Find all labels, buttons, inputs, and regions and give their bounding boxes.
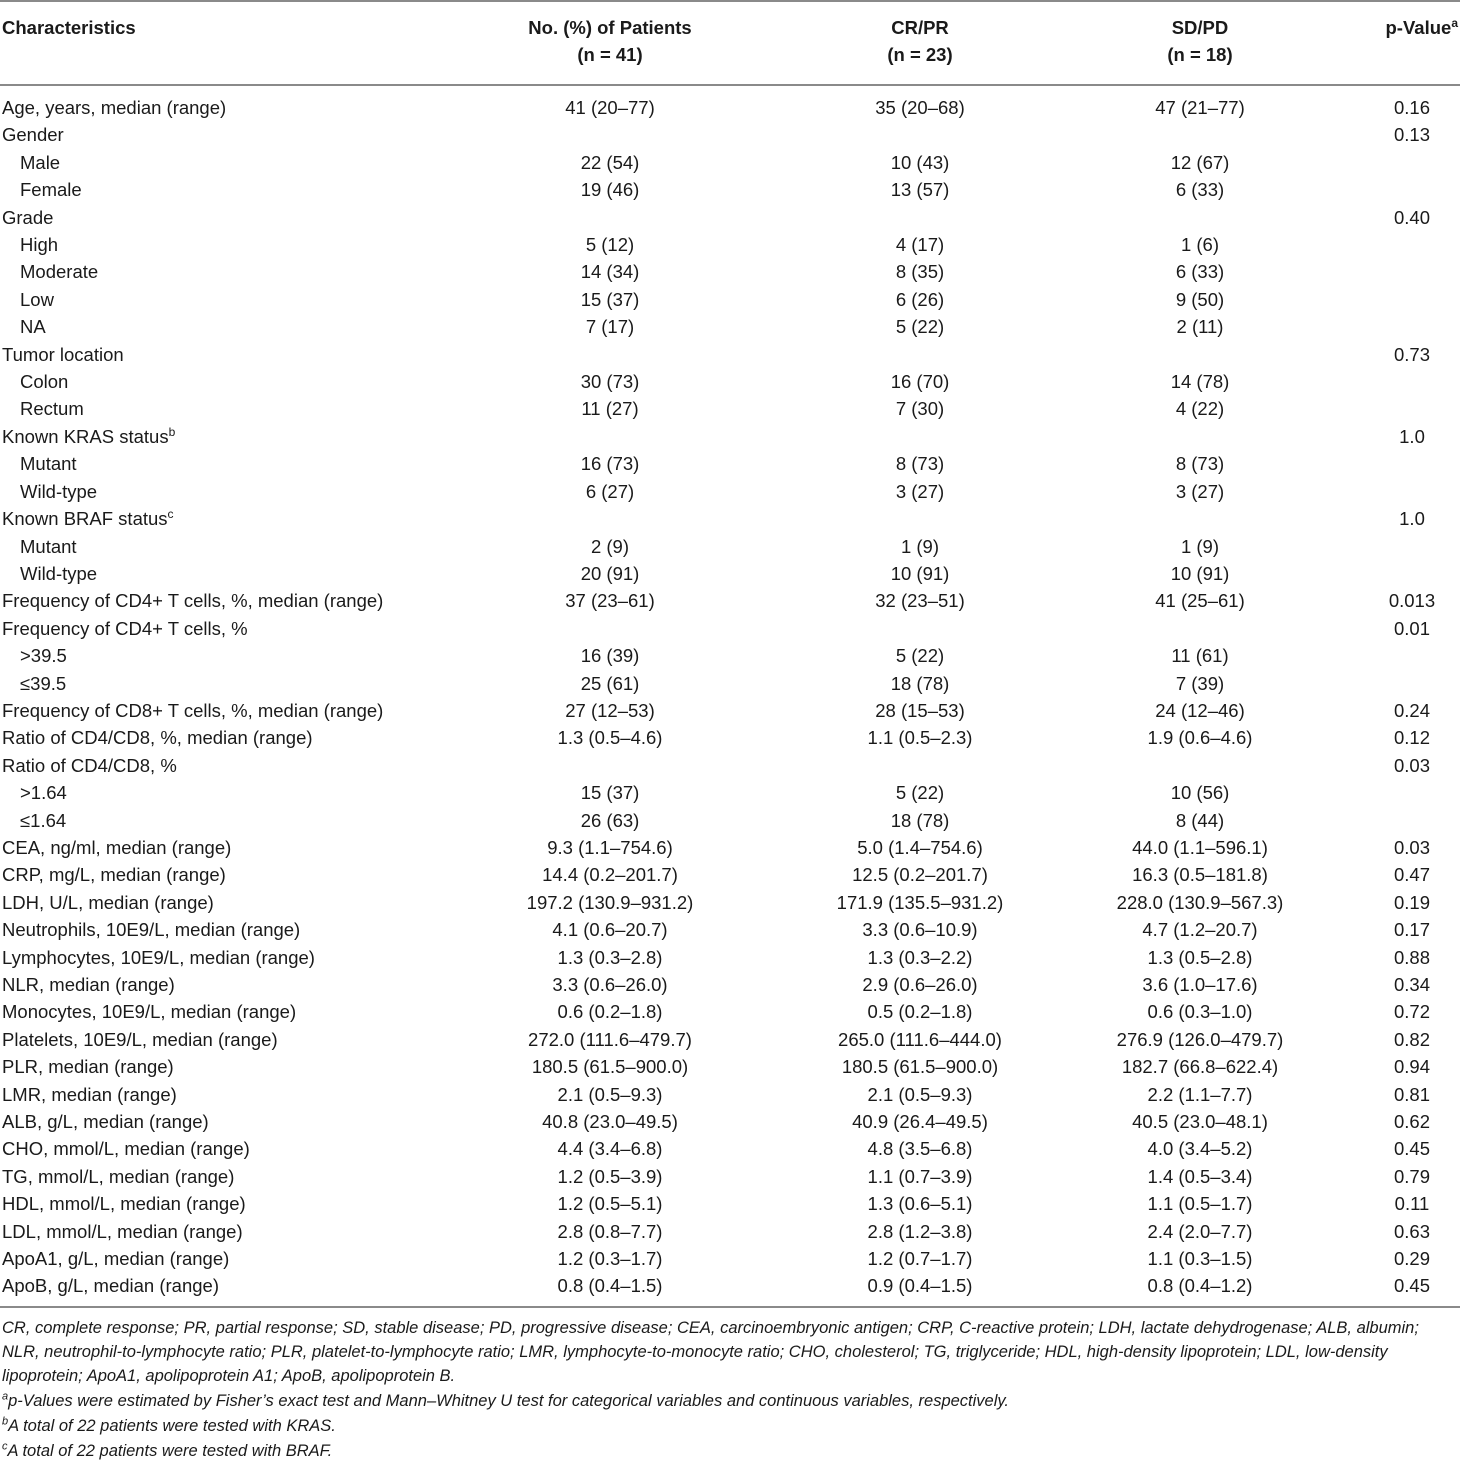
table-row: [0, 286, 1460, 313]
cell-crpr: 18 (78): [890, 672, 950, 694]
cell-all-patients: 0.6 (0.2–1.8): [557, 1001, 663, 1023]
cell-crpr: 12.5 (0.2–201.7): [852, 864, 988, 886]
row-label: Wild-type: [20, 480, 98, 502]
cell-crpr: 10 (91): [890, 562, 950, 584]
cell-all-patients: 7 (17): [585, 316, 635, 338]
cell-crpr: [780, 341, 1060, 368]
row-label: NLR, median (range): [2, 974, 175, 995]
row-label: Monocytes, 10E9/L, median (range): [2, 1001, 297, 1023]
row-label: Ratio of CD4/CD8, %, median (range): [2, 727, 313, 749]
cell-crpr: 0.5 (0.2–1.8): [867, 1001, 973, 1023]
cell-all-patients: 180.5 (61.5–900.0): [531, 1056, 689, 1078]
table-row: [0, 395, 1460, 422]
cell-crpr: [780, 204, 1060, 231]
cell-sdpd: 10 (56): [1170, 782, 1230, 804]
row-label: Colon: [20, 371, 69, 393]
cell-crpr: 1.2 (0.7–1.7): [867, 1248, 973, 1270]
row-label: LDH, U/L, median (range): [2, 891, 214, 913]
table-row: [0, 478, 1460, 505]
row-label: Female: [20, 179, 82, 201]
cell-all-patients: 1.3 (0.3–2.8): [557, 946, 663, 968]
cell-p-value: [1340, 231, 1460, 258]
table-row: [0, 505, 1460, 532]
cell-sdpd: 11 (61): [1171, 645, 1229, 667]
row-label: ApoB, g/L, median (range): [2, 1275, 219, 1297]
row-label: CHO, mmol/L, median (range): [2, 1138, 250, 1160]
cell-p-value: 1.0: [1399, 508, 1425, 530]
cell-crpr: 40.9 (26.4–49.5): [852, 1111, 988, 1133]
table-row: [0, 1272, 1460, 1306]
cell-all-patients: [440, 341, 780, 368]
cell-crpr: [780, 121, 1060, 148]
cell-crpr: 13 (57): [890, 179, 950, 201]
cell-all-patients: 4.1 (0.6–20.7): [552, 919, 668, 941]
cell-crpr: 8 (73): [895, 453, 945, 475]
table-row: [0, 779, 1460, 806]
row-label: ≤39.5: [20, 672, 67, 694]
cell-all-patients: 2.1 (0.5–9.3): [557, 1083, 663, 1105]
table-row: [0, 1190, 1460, 1217]
cell-all-patients: 25 (61): [580, 672, 640, 694]
row-label: Frequency of CD8+ T cells, %, median (range): [2, 699, 384, 721]
cell-all-patients: 16 (39): [580, 645, 640, 667]
row-label: Known BRAF status$^c$: [2, 506, 174, 530]
table-row: [0, 1081, 1460, 1108]
cell-crpr: 1.3 (0.3–2.2): [867, 946, 973, 968]
row-label: >1.64: [20, 782, 67, 804]
cell-all-patients: 2.8 (0.8–7.7): [557, 1220, 663, 1242]
cell-crpr: 2.1 (0.5–9.3): [867, 1083, 973, 1105]
cell-crpr: 32 (23–51): [875, 590, 965, 612]
cell-crpr: [780, 752, 1060, 779]
table-row: [0, 615, 1460, 642]
table-row: [0, 998, 1460, 1025]
cell-sdpd: [1060, 341, 1340, 368]
table-row: [0, 861, 1460, 888]
table-row: [0, 1108, 1460, 1135]
cell-sdpd: 14 (78): [1170, 371, 1230, 393]
cell-p-value: 0.03: [1393, 754, 1430, 776]
row-label: Neutrophils, 10E9/L, median (range): [2, 919, 301, 941]
cell-crpr: 18 (78): [890, 809, 950, 831]
row-label: Grade: [2, 206, 54, 228]
table-row: [0, 724, 1460, 751]
cell-sdpd: 0.8 (0.4–1.2): [1147, 1275, 1253, 1297]
cell-p-value: 0.11: [1394, 1193, 1430, 1215]
header-crpr: CR/PR (n = 23): [887, 17, 953, 65]
table-row: [0, 560, 1460, 587]
cell-p-value: 0.03: [1393, 836, 1430, 858]
cell-p-value: 0.013: [1388, 590, 1436, 612]
footnote-b: $^b$A total of 22 patients were tested with KRAS.: [2, 1415, 336, 1435]
cell-all-patients: 11 (27): [581, 398, 639, 420]
row-label: Mutant: [20, 535, 77, 557]
table-row: [0, 807, 1460, 834]
table-row: [0, 697, 1460, 724]
row-label: High: [20, 234, 59, 256]
cell-p-value: [1340, 176, 1460, 203]
table-row: [0, 587, 1460, 614]
cell-p-value: 0.72: [1393, 1001, 1430, 1023]
row-label: Frequency of CD4+ T cells, %: [2, 617, 248, 639]
table-row: [0, 1053, 1460, 1080]
row-label: Mutant: [20, 453, 77, 475]
header-sdpd: SD/PD (n = 18): [1167, 17, 1233, 65]
row-label: Low: [20, 288, 54, 310]
cell-crpr: 10 (43): [890, 151, 950, 173]
cell-sdpd: 4 (22): [1175, 398, 1225, 420]
cell-crpr: 1.1 (0.5–2.3): [867, 727, 973, 749]
cell-sdpd: [1060, 505, 1340, 532]
cell-p-value: [1340, 478, 1460, 505]
cell-sdpd: 1.1 (0.5–1.7): [1147, 1193, 1253, 1215]
cell-all-patients: 1.3 (0.5–4.6): [557, 727, 663, 749]
cell-all-patients: 2 (9): [590, 535, 630, 557]
table-row: [0, 916, 1460, 943]
cell-all-patients: 19 (46): [580, 179, 640, 201]
footnote-marker: c: [167, 506, 174, 521]
cell-sdpd: 4.0 (3.4–5.2): [1147, 1138, 1253, 1160]
table-row: [0, 313, 1460, 340]
cell-sdpd: [1060, 121, 1340, 148]
cell-p-value: [1340, 533, 1460, 560]
row-label: ALB, g/L, median (range): [2, 1111, 209, 1133]
table-row: [0, 231, 1460, 258]
row-label: LDL, mmol/L, median (range): [2, 1220, 243, 1242]
footnote-c: $^c$A total of 22 patients were tested with BRAF.: [2, 1440, 333, 1460]
cell-p-value: 0.79: [1393, 1165, 1430, 1187]
cell-sdpd: 10 (91): [1170, 562, 1230, 584]
cell-all-patients: 3.3 (0.6–26.0): [552, 974, 668, 995]
cell-p-value: 0.82: [1393, 1028, 1430, 1050]
cell-crpr: 2.8 (1.2–3.8): [867, 1220, 973, 1242]
cell-all-patients: [440, 505, 780, 532]
cell-sdpd: 182.7 (66.8–622.4): [1121, 1056, 1279, 1078]
cell-sdpd: 276.9 (126.0–479.7): [1116, 1028, 1284, 1050]
cell-sdpd: 1.3 (0.5–2.8): [1147, 946, 1253, 968]
row-label: CRP, mg/L, median (range): [2, 864, 226, 886]
cell-p-value: 0.47: [1393, 864, 1430, 886]
table-row: [0, 889, 1460, 916]
cell-all-patients: 1.2 (0.5–5.1): [557, 1193, 663, 1215]
cell-crpr: 35 (20–68): [875, 97, 965, 118]
table-row: [0, 1218, 1460, 1245]
row-label: LMR, median (range): [2, 1083, 177, 1105]
cell-all-patients: [440, 204, 780, 231]
cell-sdpd: [1060, 423, 1340, 450]
footnote-a: $^a$p-Values were estimated by Fisher’s exact test and Mann–Whitney U test for categorical variables and continuous variables, respectively.: [2, 1390, 1010, 1410]
cell-all-patients: 9.3 (1.1–754.6): [547, 836, 673, 858]
table-row: [0, 121, 1460, 148]
cell-crpr: 28 (15–53): [875, 699, 965, 721]
cell-all-patients: [440, 752, 780, 779]
cell-p-value: 0.29: [1393, 1248, 1430, 1270]
header-all-patients: No. (%) of Patients (n = 41): [528, 17, 692, 65]
cell-p-value: 0.62: [1393, 1111, 1430, 1133]
row-label: ApoA1, g/L, median (range): [2, 1248, 230, 1270]
cell-sdpd: 228.0 (130.9–567.3): [1116, 891, 1284, 913]
cell-p-value: 0.24: [1393, 699, 1430, 721]
table-row: [0, 450, 1460, 477]
cell-p-value: 0.45: [1393, 1275, 1430, 1297]
table-row: [0, 368, 1460, 395]
cell-sdpd: 44.0 (1.1–596.1): [1132, 836, 1268, 858]
cell-crpr: 5.0 (1.4–754.6): [857, 836, 983, 858]
cell-sdpd: 8 (44): [1175, 809, 1225, 831]
cell-all-patients: 26 (63): [580, 809, 640, 831]
cell-p-value: [1340, 313, 1460, 340]
footnote-marker: b: [168, 424, 176, 439]
cell-all-patients: 37 (23–61): [565, 590, 655, 612]
row-label: HDL, mmol/L, median (range): [2, 1193, 246, 1215]
cell-p-value: [1340, 395, 1460, 422]
cell-sdpd: 47 (21–77): [1155, 97, 1245, 118]
cell-p-value: [1340, 149, 1460, 176]
cell-sdpd: 1.4 (0.5–3.4): [1147, 1165, 1253, 1187]
table-row: [0, 670, 1460, 697]
table-header: [0, 1, 1460, 85]
footnote-abbreviations: CR, complete response; PR, partial response; SD, stable disease; PD, progressive disease; CEA, carcinoembryonic antigen; CRP, C-reactive protein; LDH, lactate dehydrogenase; ALB, albumin; NLR, neutrophil-to-lymphocyte ratio; PLR, platelet-to-lymphocyte ratio; LMR, lymphocyte-to-monocyte ratio; CHO, cholesterol; TG, triglyceride; HDL, high-density lipoprotein; LDL, low-density lipoprotein; ApoA1, apolipoprotein A1; ApoB, apolipoprotein B.: [2, 1318, 1419, 1385]
cell-p-value: 0.45: [1393, 1138, 1430, 1160]
cell-crpr: 1.3 (0.6–5.1): [867, 1193, 973, 1215]
cell-all-patients: [440, 423, 780, 450]
cell-p-value: 0.19: [1393, 891, 1430, 913]
cell-crpr: 180.5 (61.5–900.0): [841, 1056, 999, 1078]
cell-crpr: 5 (22): [895, 316, 945, 338]
row-label: Rectum: [20, 398, 84, 420]
cell-all-patients: 14.4 (0.2–201.7): [542, 864, 678, 886]
cell-p-value: [1340, 670, 1460, 697]
cell-sdpd: 1.9 (0.6–4.6): [1147, 727, 1253, 749]
cell-sdpd: 4.7 (1.2–20.7): [1142, 919, 1258, 941]
table-row: [0, 1245, 1460, 1272]
header-row: [0, 1, 1460, 85]
cell-sdpd: 40.5 (23.0–48.1): [1132, 1111, 1268, 1133]
cell-all-patients: 20 (91): [580, 562, 640, 584]
row-label: Wild-type: [20, 562, 98, 584]
cell-all-patients: 4.4 (3.4–6.8): [557, 1138, 663, 1160]
cell-all-patients: 22 (54): [580, 151, 640, 173]
cell-p-value: 0.12: [1393, 727, 1430, 749]
cell-p-value: 0.40: [1393, 206, 1430, 228]
cell-crpr: 4 (17): [895, 234, 945, 256]
row-label: Known KRAS status$^b$: [2, 424, 176, 447]
cell-crpr: 16 (70): [890, 371, 950, 393]
cell-crpr: 3.3 (0.6–10.9): [862, 919, 978, 941]
cell-p-value: [1340, 807, 1460, 834]
table-footnotes: [0, 1308, 1460, 1463]
cell-p-value: 0.17: [1393, 919, 1430, 941]
cell-crpr: 5 (22): [895, 645, 945, 667]
table-row: [0, 533, 1460, 560]
cell-sdpd: [1060, 204, 1340, 231]
cell-sdpd: 2.2 (1.1–7.7): [1147, 1083, 1253, 1105]
cell-p-value: 0.16: [1393, 97, 1430, 118]
row-label: TG, mmol/L, median (range): [2, 1165, 235, 1187]
cell-all-patients: 40.8 (23.0–49.5): [542, 1111, 678, 1133]
cell-sdpd: 9 (50): [1175, 288, 1225, 310]
row-label: Moderate: [20, 261, 99, 283]
cell-p-value: 0.63: [1393, 1220, 1430, 1242]
table-row: [0, 944, 1460, 971]
cell-sdpd: 12 (67): [1170, 151, 1230, 173]
table-row: [0, 1135, 1460, 1162]
row-label: PLR, median (range): [2, 1056, 174, 1078]
cell-all-patients: [440, 121, 780, 148]
row-label: CEA, ng/ml, median (range): [2, 836, 232, 858]
cell-all-patients: 1.2 (0.3–1.7): [557, 1248, 663, 1270]
table-row: [0, 642, 1460, 669]
table-row: [0, 1026, 1460, 1053]
cell-p-value: 0.34: [1393, 974, 1430, 995]
cell-crpr: 7 (30): [895, 398, 945, 420]
cell-all-patients: 272.0 (111.6–479.7): [528, 1028, 692, 1050]
row-label: Male: [20, 151, 61, 173]
table-row: [0, 1163, 1460, 1190]
cell-all-patients: 15 (37): [580, 288, 640, 310]
cell-all-patients: 14 (34): [580, 261, 640, 283]
cell-sdpd: 3.6 (1.0–17.6): [1142, 974, 1258, 995]
cell-crpr: [780, 615, 1060, 642]
cell-all-patients: 5 (12): [585, 234, 635, 256]
cell-sdpd: 7 (39): [1175, 672, 1225, 694]
table-row: [0, 341, 1460, 368]
header-p-value: p-Value$^a$: [1385, 15, 1458, 38]
cell-all-patients: 197.2 (130.9–931.2): [526, 891, 694, 913]
cell-sdpd: 2.4 (2.0–7.7): [1147, 1220, 1253, 1242]
cell-crpr: 0.9 (0.4–1.5): [867, 1275, 973, 1297]
cell-crpr: 265.0 (111.6–444.0): [838, 1028, 1002, 1050]
row-label: Ratio of CD4/CD8, %: [2, 754, 177, 776]
cell-p-value: 1.0: [1399, 425, 1425, 447]
table-row: [0, 752, 1460, 779]
cell-sdpd: [1060, 615, 1340, 642]
row-label: ≤1.64: [20, 809, 67, 831]
cell-all-patients: 41 (20–77): [565, 97, 655, 118]
table-row: [0, 204, 1460, 231]
cell-all-patients: 30 (73): [580, 371, 640, 393]
cell-sdpd: 0.6 (0.3–1.0): [1147, 1001, 1253, 1023]
table-row: [0, 176, 1460, 203]
cell-sdpd: 1.1 (0.3–1.5): [1147, 1248, 1253, 1270]
table-body: [0, 85, 1460, 1307]
cell-all-patients: 27 (12–53): [565, 699, 655, 721]
cell-crpr: 2.9 (0.6–26.0): [862, 974, 978, 995]
cell-p-value: [1340, 258, 1460, 285]
row-label: Tumor location: [2, 343, 124, 365]
cell-crpr: 171.9 (135.5–931.2): [836, 891, 1004, 913]
row-label: NA: [20, 316, 46, 338]
cell-crpr: [780, 505, 1060, 532]
cell-all-patients: 6 (27): [585, 480, 635, 502]
cell-crpr: 8 (35): [895, 261, 945, 283]
cell-sdpd: 6 (33): [1175, 179, 1225, 201]
cell-p-value: 0.81: [1393, 1083, 1430, 1105]
cell-sdpd: 41 (25–61): [1155, 590, 1245, 612]
cell-p-value: [1340, 560, 1460, 587]
cell-crpr: 1 (9): [900, 535, 940, 557]
cell-p-value: 0.01: [1393, 617, 1430, 639]
cell-p-value: [1340, 368, 1460, 395]
cell-p-value: 0.73: [1393, 343, 1430, 365]
cell-sdpd: 3 (27): [1175, 480, 1225, 502]
row-label: Gender: [2, 124, 64, 146]
row-label: Lymphocytes, 10E9/L, median (range): [2, 946, 315, 968]
row-label: >39.5: [20, 645, 67, 667]
table-row: [0, 85, 1460, 121]
cell-p-value: 0.94: [1393, 1056, 1430, 1078]
cell-sdpd: 1 (6): [1180, 234, 1220, 256]
cell-all-patients: [440, 615, 780, 642]
cell-all-patients: 16 (73): [580, 453, 640, 475]
table-row: [0, 423, 1460, 450]
cell-sdpd: 6 (33): [1175, 261, 1225, 283]
cell-crpr: 4.8 (3.5–6.8): [867, 1138, 973, 1160]
row-label: Age, years, median (range): [2, 97, 227, 118]
header-characteristics: Characteristics: [2, 17, 136, 38]
cell-sdpd: 16.3 (0.5–181.8): [1132, 864, 1268, 886]
cell-p-value: [1340, 779, 1460, 806]
cell-all-patients: 15 (37): [580, 782, 640, 804]
table-row: [0, 149, 1460, 176]
table-row: [0, 971, 1460, 998]
cell-sdpd: 2 (11): [1176, 316, 1224, 338]
cell-p-value: [1340, 450, 1460, 477]
cell-p-value: 0.88: [1393, 946, 1430, 968]
cell-crpr: 5 (22): [895, 782, 945, 804]
cell-crpr: [780, 423, 1060, 450]
cell-sdpd: 1 (9): [1180, 535, 1220, 557]
cell-p-value: [1340, 286, 1460, 313]
cell-sdpd: 8 (73): [1175, 453, 1225, 475]
cell-crpr: 1.1 (0.7–3.9): [867, 1165, 973, 1187]
cell-p-value: 0.13: [1393, 124, 1430, 146]
cell-crpr: 3 (27): [895, 480, 945, 502]
cell-all-patients: 1.2 (0.5–3.9): [557, 1165, 663, 1187]
row-label: Platelets, 10E9/L, median (range): [2, 1028, 278, 1050]
cell-crpr: 6 (26): [895, 288, 945, 310]
row-label: Frequency of CD4+ T cells, %, median (range): [2, 590, 384, 612]
cell-p-value: [1340, 642, 1460, 669]
table-row: [0, 258, 1460, 285]
cell-all-patients: 0.8 (0.4–1.5): [557, 1275, 663, 1297]
table-row: [0, 834, 1460, 861]
cell-sdpd: [1060, 752, 1340, 779]
cell-sdpd: 24 (12–46): [1155, 699, 1245, 721]
